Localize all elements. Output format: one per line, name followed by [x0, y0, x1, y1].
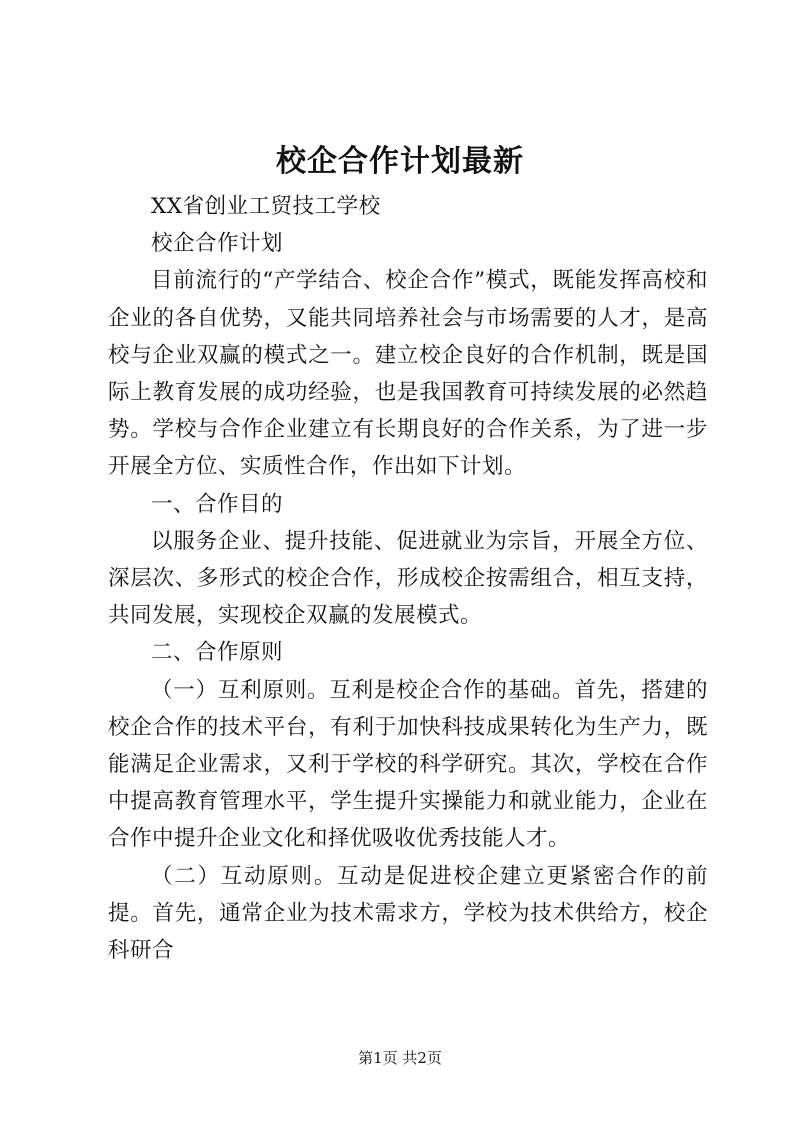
intro-paragraph: 目前流行的“产学结合、校企合作”模式，既能发挥高校和企业的各自优势，又能共同培养社会与市场需要的人才，是高校与企业双赢的模式之一。建立校企良好的合作机制，既是国际上教育发展的成功经验，也是我国教育可持续发展的必然趋势。学校与合作企业建立有长期良好的合作关系，为了进一步开展全方位、实质性合作，作出如下计划。 [108, 268, 708, 480]
document-body [108, 188, 708, 969]
document-title: 校企合作计划最新 [276, 144, 524, 179]
mutual-benefit-paragraph: （一）互利原则。互利是校企合作的基础。首先，搭建的校企合作的技术平台，有利于加快科技成果转化为生产力，既能满足企业需求，又利于学校的科学研究。其次，学校在合作中提高教育管理水平，学生提升实操能力和就业能力，企业在合作中提升企业文化和择优吸收优秀技能人才。 [108, 677, 708, 852]
purpose-paragraph: 以服务企业、提升技能、促进就业为宗旨，开展全方位、深层次、多形式的校企合作，形成校企按需组合，相互支持，共同发展，实现校企双赢的发展模式。 [108, 528, 708, 629]
page-footer: 第1页 共2页 [358, 1049, 442, 1067]
plan-subtitle: 校企合作计划 [151, 231, 284, 257]
school-name: XX省创业工贸技工学校 [151, 194, 381, 219]
section-heading-purpose: 一、合作目的 [151, 491, 284, 517]
section-heading-principles: 二、合作原则 [151, 640, 284, 666]
interaction-paragraph: （二）互动原则。互动是促进校企建立更紧密合作的前提。首先，通常企业为技术需求方，学校为技术供给方，校企科研合 [108, 863, 708, 964]
